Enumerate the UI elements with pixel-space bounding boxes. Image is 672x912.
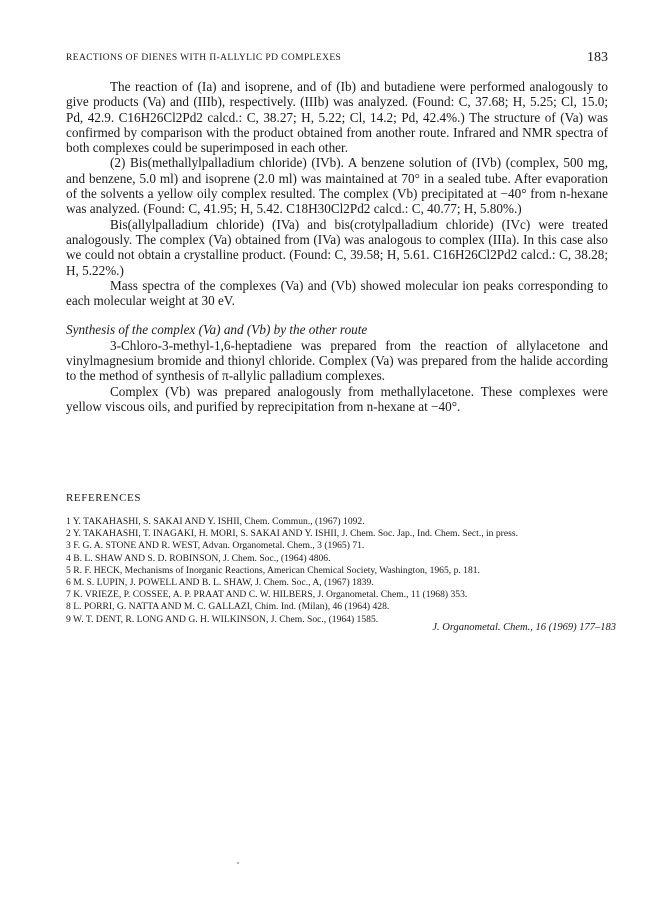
scan-speck — [237, 862, 239, 864]
page-number: 183 — [587, 50, 608, 65]
reference-item: 7 K. VRIEZE, P. COSSEE, A. P. PRAAT AND C. W. HILBERS, J. Organometal. Chem., 11 (1968) 353. — [66, 589, 468, 601]
journal-citation: J. Organometal. Chem., 16 (1969) 177–183 — [432, 622, 616, 633]
paragraph-3: Bis(allylpalladium chloride) (IVa) and bis(crotylpalladium chloride) (IVc) were treated analogously. The complex (Va) obtained from (IVa) was analogous to complex (IIIa). In this case also we could not obtain a crystalline product. (Found: C, 39.58; H, 5.61. C16H26Cl2Pd2 calcd.: C, 38.28; H, 5.22%.) — [66, 216, 608, 278]
running-head: REACTIONS OF DIENES WITH Π-ALLYLIC PD COMPLEXES — [66, 53, 342, 63]
references-heading: REFERENCES — [66, 492, 142, 504]
reference-item: 3 F. G. A. STONE AND R. WEST, Advan. Organometal. Chem., 3 (1965) 71. — [66, 540, 365, 552]
page-header — [66, 50, 608, 70]
reference-item: 8 L. PORRI, G. NATTA AND M. C. GALLAZI, Chim. Ind. (Milan), 46 (1964) 428. — [66, 601, 390, 613]
section-title: Synthesis of the complex (Va) and (Vb) by the other route — [66, 322, 368, 338]
reference-item: 6 M. S. LUPIN, J. POWELL AND B. L. SHAW, J. Chem. Soc., A, (1967) 1839. — [66, 577, 374, 589]
body-text — [66, 79, 608, 414]
section-paragraph-2: Complex (Vb) was prepared analogously from methallylacetone. These complexes were yellow viscous oils, and purified by reprecipitation from n-hexane at −40°. — [66, 383, 608, 414]
paragraph-2: (2) Bis(methallylpalladium chloride) (IVb). A benzene solution of (IVb) (complex, 500 mg, and benzene, 5.0 ml) and isoprene (2.0 ml) was maintained at 70° in a sealed tube. After evaporation of the solvents a yellow oily complex resulted. The complex (Vb) precipitated at −40° from n-hexane was analyzed. (Found: C, 41.95; H, 5.42. C18H30Cl2Pd2 calcd.: C, 40.77; H, 5.80%.) — [66, 155, 608, 217]
reference-item: 2 Y. TAKAHASHI, T. INAGAKI, H. MORI, S. SAKAI AND Y. ISHII, J. Chem. Soc. Jap., Ind. Chem. Sect., in press. — [66, 528, 518, 540]
reference-item: 5 R. F. HECK, Mechanisms of Inorganic Reactions, American Chemical Society, Washington, 1965, p. 181. — [66, 564, 480, 576]
paragraph-1: The reaction of (Ia) and isoprene, and of (Ib) and butadiene were performed analogously to give products (Va) and (IIIb), respectively. (IIIb) was analyzed. (Found: C, 37.68; H, 5.25; Cl, 15.0; Pd, 42.9. C16H26Cl2Pd2 calcd.: C, 38.27; H, 5.22; Cl, 14.2; Pd, 42.4%.) The structure of (Va) was confirmed by comparison with the product obtained from another route. Infrared and NMR spectra of both complexes could be superimposed in each other. — [66, 79, 608, 156]
reference-item: 9 W. T. DENT, R. LONG AND G. H. WILKINSON, J. Chem. Soc., (1964) 1585. — [66, 613, 379, 625]
references-list — [66, 516, 626, 626]
paragraph-4: Mass spectra of the complexes (Va) and (Vb) showed molecular ion peaks corresponding to each molecular weight at 30 eV. — [66, 277, 608, 309]
reference-item: 1 Y. TAKAHASHI, S. SAKAI AND Y. ISHII, Chem. Commun., (1967) 1092. — [66, 516, 365, 527]
section-paragraph-1: 3-Chloro-3-methyl-1,6-heptadiene was prepared from the reaction of allylacetone and vinylmagnesium bromide and thionyl chloride. Complex (Va) was prepared from the halide according to the method of synthesis of π-allylic palladium complexes. — [66, 337, 608, 384]
reference-item: 4 B. L. SHAW AND S. D. ROBINSON, J. Chem. Soc., (1964) 4806. — [66, 552, 331, 564]
